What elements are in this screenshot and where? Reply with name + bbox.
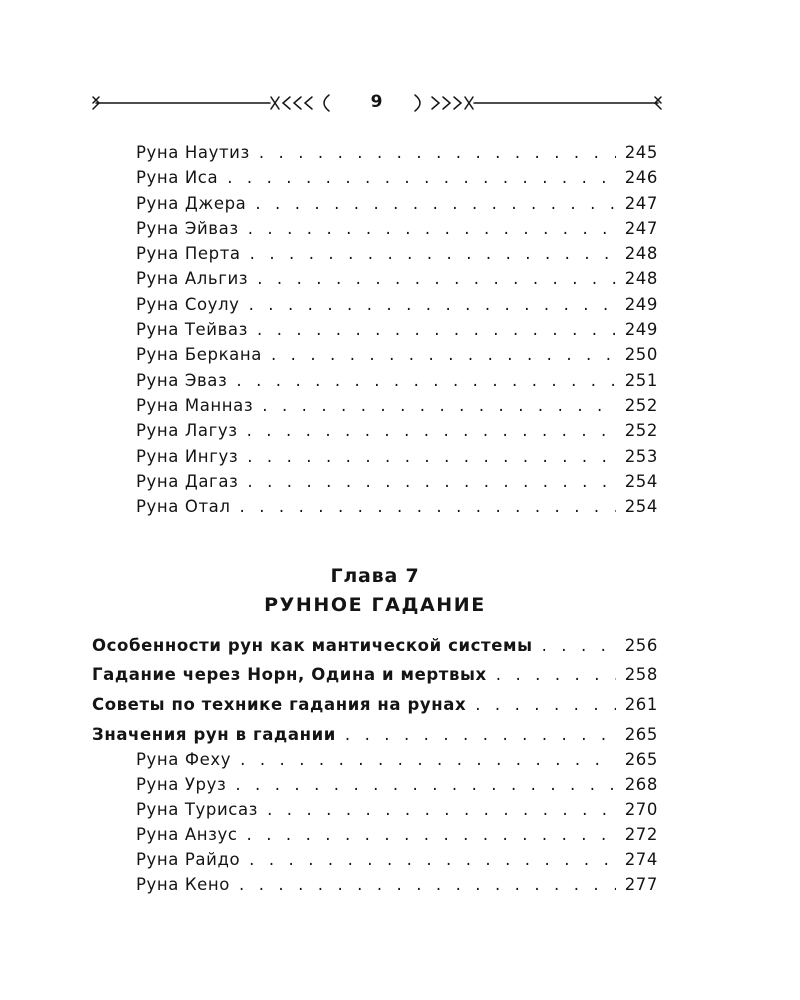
toc-section-title: Значения рун в гадании xyxy=(92,725,336,744)
toc-section-page: 258 xyxy=(624,665,658,684)
toc-leader-dots xyxy=(496,665,616,684)
toc-entry-title: Руна Альгиз xyxy=(136,269,249,288)
toc-leader-dots xyxy=(247,447,616,466)
toc-entry-page: 253 xyxy=(624,447,658,466)
toc-leader-dots xyxy=(345,725,616,744)
toc-entry xyxy=(136,168,658,192)
toc-entry-title: Руна Райдо xyxy=(136,850,241,869)
toc-entry-page: 246 xyxy=(624,168,658,187)
toc-entry-page: 272 xyxy=(624,825,658,844)
toc-entry-page: 247 xyxy=(624,219,658,238)
toc-entry xyxy=(136,775,658,799)
running-header xyxy=(92,86,662,120)
toc-entry xyxy=(136,421,658,445)
toc-leader-dots xyxy=(267,800,616,819)
toc-leader-dots xyxy=(227,168,616,187)
toc-entry-title: Руна Манназ xyxy=(136,396,254,415)
toc-entry-page: 268 xyxy=(624,775,658,794)
toc-section-title: Особенности рун как мантической системы xyxy=(92,636,533,655)
toc-entry xyxy=(136,800,658,824)
toc-entry-title: Руна Иса xyxy=(136,168,219,187)
toc-entry-page: 248 xyxy=(624,269,658,288)
toc-entry-title: Руна Дагаз xyxy=(136,472,239,491)
toc-leader-dots xyxy=(236,371,615,390)
toc-leader-dots xyxy=(247,825,616,844)
toc-section-page: 256 xyxy=(624,636,658,655)
toc-entry-page: 270 xyxy=(624,800,658,819)
toc-entry-title: Руна Беркана xyxy=(136,345,262,364)
toc-entry-title: Руна Отал xyxy=(136,497,231,516)
toc-entry-page: 254 xyxy=(624,472,658,491)
toc-entry xyxy=(136,371,658,395)
toc-entry-page: 265 xyxy=(624,750,658,769)
toc-entry-title: Руна Наутиз xyxy=(136,143,250,162)
toc-leader-dots xyxy=(259,143,616,162)
toc-entry xyxy=(136,850,658,874)
toc-entry xyxy=(136,295,658,319)
toc-entry-page: 274 xyxy=(624,850,658,869)
toc-entry-page: 249 xyxy=(624,320,658,339)
toc-entry-title: Руна Турисаз xyxy=(136,800,259,819)
toc-entry-title: Руна Кено xyxy=(136,875,231,894)
toc-entry xyxy=(136,194,658,218)
chapter-label: Глава 7 xyxy=(330,565,420,587)
toc-leader-dots xyxy=(257,320,616,339)
toc-entry xyxy=(136,497,658,521)
toc-leader-dots xyxy=(240,750,616,769)
toc-entry-page: 254 xyxy=(624,497,658,516)
toc-entry xyxy=(136,320,658,344)
toc-section-entry xyxy=(92,636,658,660)
toc-entry xyxy=(136,219,658,243)
toc-leader-dots xyxy=(262,396,615,415)
toc-entry-page: 251 xyxy=(624,371,658,390)
toc-entry-title: Руна Лагуз xyxy=(136,421,238,440)
toc-leader-dots xyxy=(249,295,616,314)
toc-entry-page: 249 xyxy=(624,295,658,314)
toc-leader-dots xyxy=(235,775,615,794)
toc-leader-dots xyxy=(250,244,616,263)
toc-entry-title: Руна Эйваз xyxy=(136,219,239,238)
toc-section-title: Советы по технике гадания на рунах xyxy=(92,695,467,714)
toc-entry-title: Руна Эваз xyxy=(136,371,228,390)
toc-entry xyxy=(136,472,658,496)
toc-leader-dots xyxy=(249,850,616,869)
page-number: 9 xyxy=(370,92,384,112)
toc-entry xyxy=(136,396,658,420)
toc-entry-page: 277 xyxy=(624,875,658,894)
toc-entry-title: Руна Уруз xyxy=(136,775,227,794)
toc-entry xyxy=(136,750,658,774)
chapter-title: РУННОЕ ГАДАНИЕ xyxy=(264,594,486,616)
toc-entry-title: Руна Анзус xyxy=(136,825,238,844)
toc-leader-dots xyxy=(257,269,616,288)
toc-entry-title: Руна Феху xyxy=(136,750,232,769)
toc-entry-title: Руна Джера xyxy=(136,194,247,213)
toc-entry-page: 250 xyxy=(624,345,658,364)
toc-entry xyxy=(136,244,658,268)
toc-leader-dots xyxy=(247,472,615,491)
toc-entry-title: Руна Соулу xyxy=(136,295,240,314)
toc-entry xyxy=(136,143,658,167)
toc-leader-dots xyxy=(248,219,616,238)
toc-entry xyxy=(136,447,658,471)
toc-entry-page: 252 xyxy=(624,396,658,415)
toc-leader-dots xyxy=(475,695,615,714)
toc-leader-dots xyxy=(255,194,615,213)
toc-entry xyxy=(136,825,658,849)
toc-entry-title: Руна Перта xyxy=(136,244,241,263)
toc-entry xyxy=(136,269,658,293)
toc-entry-title: Руна Тейваз xyxy=(136,320,249,339)
toc-entry xyxy=(136,345,658,369)
toc-entry-page: 247 xyxy=(624,194,658,213)
toc-leader-dots xyxy=(247,421,616,440)
toc-leader-dots xyxy=(240,497,616,516)
toc-entry-page: 245 xyxy=(624,143,658,162)
toc-entry-title: Руна Ингуз xyxy=(136,447,239,466)
toc-section-page: 265 xyxy=(624,725,658,744)
toc-entry xyxy=(136,875,658,899)
toc-section-page: 261 xyxy=(624,695,658,714)
toc-leader-dots xyxy=(239,875,616,894)
toc-entry-page: 248 xyxy=(624,244,658,263)
toc-leader-dots xyxy=(271,345,616,364)
toc-section-title: Гадание через Норн, Одина и мертвых xyxy=(92,665,487,684)
toc-section-entry xyxy=(92,695,658,719)
toc-entry-page: 252 xyxy=(624,421,658,440)
toc-section-entry xyxy=(92,725,658,749)
toc-leader-dots xyxy=(542,636,616,655)
toc-section-entry xyxy=(92,665,658,689)
